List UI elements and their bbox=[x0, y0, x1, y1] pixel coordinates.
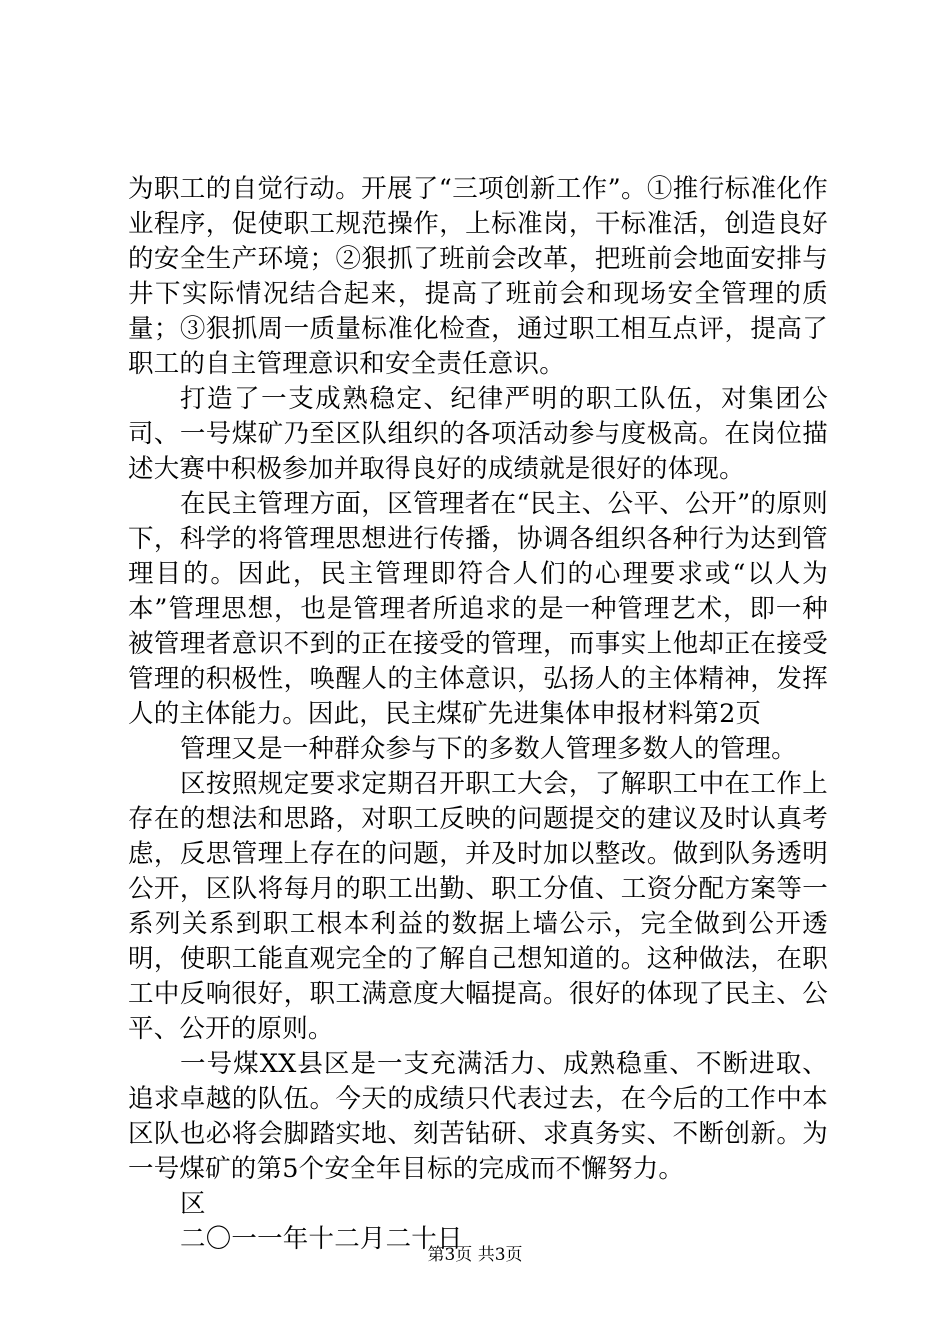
signature-unit: 区 bbox=[180, 1189, 206, 1219]
page-footer: 第3页 共3页 bbox=[427, 1245, 523, 1265]
paragraph-3: 在民主管理方面，区管理者在“民主、公平、公开”的原则下，科学的将管理思想进行传播，协调各组织各种行为达到管理目的。因此，民主管理即符合人们的心理要求或“以人为本”管理思想，也是管理者所追求的是一种管理艺术，即一种被管理者意识不到的正在接受的管理，而事实上他却正在接受管理的积极性，唤醒人的主体意识，弘扬人的主体精神，发挥人的主体能力。因此，民主煤矿先进集体申报材料第2页 bbox=[128, 489, 828, 729]
paragraph-6: 一号煤XX县区是一支充满活力、成熟稳重、不断进取、追求卓越的队伍。今天的成绩只代表过去，在今后的工作中本区队也必将会脚踏实地、刻苦钻研、求真务实、不断创新。为一号煤矿的第5个安全年目标的完成而不懈努力。 bbox=[128, 1049, 828, 1184]
paragraph-4: 管理又是一种群众参与下的多数人管理多数人的管理。 bbox=[180, 734, 797, 764]
signature-date: 二〇一一年十二月二十日 bbox=[180, 1224, 463, 1254]
paragraph-5: 区按照规定要求定期召开职工大会，了解职工中在工作上存在的想法和思路，对职工反映的问题提交的建议及时认真考虑，反思管理上存在的问题，并及时加以整改。做到队务透明公开，区队将每月的职工出勤、职工分值、工资分配方案等一系列关系到职工根本利益的数据上墙公示，完全做到公开透明，使职工能直观完全的了解自己想知道的。这种做法，在职工中反响很好，职工满意度大幅提高。很好的体现了民主、公平、公开的原则。 bbox=[128, 769, 828, 1044]
document-body bbox=[128, 172, 828, 1257]
paragraph-1: 为职工的自觉行动。开展了“三项创新工作”。①推行标准化作业程序，促使职工规范操作，上标准岗，干标准活，创造良好的安全生产环境；②狠抓了班前会改革，把班前会地面安排与井下实际情况结合起来，提高了班前会和现场安全管理的质量；③狠抓周一质量标准化检查，通过职工相互点评，提高了职工的自主管理意识和安全责任意识。 bbox=[128, 174, 828, 379]
paragraph-2: 打造了一支成熟稳定、纪律严明的职工队伍，对集团公司、一号煤矿乃至区队组织的各项活动参与度极高。在岗位描述大赛中积极参加并取得良好的成绩就是很好的体现。 bbox=[128, 384, 828, 484]
